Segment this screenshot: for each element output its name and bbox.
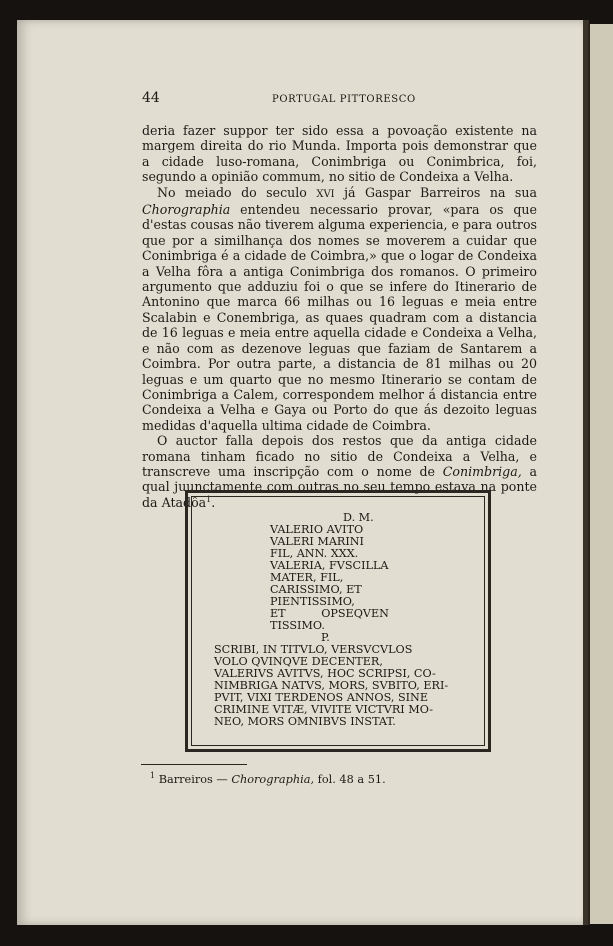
century-numeral: XVI [316, 188, 335, 200]
footnote-reference[interactable]: 1 [206, 494, 212, 504]
paragraph-2-text: já Gaspar Barreiros na sua [334, 184, 537, 200]
place-name: Conimbriga, [442, 463, 522, 479]
next-page-edge [588, 24, 613, 924]
footnote [150, 773, 386, 786]
paragraph-2 [142, 185, 537, 434]
footnote-work: Chorographia, [231, 773, 315, 786]
inscription-line: VALERIA, FVSCILLA [270, 559, 389, 572]
inscription-line: FIL, ANN. XXX. [270, 547, 359, 560]
inscription-line: VOLO QVINQVE DECENTER, [214, 655, 383, 668]
inscription-line: SCRIBI, IN TITVLO, VERSVCVLOS [214, 643, 413, 656]
page-number: 44 [142, 90, 160, 106]
paragraph-3-end: . [211, 494, 216, 510]
inscription-line: P. [321, 631, 330, 644]
footnote-dash: — [212, 773, 232, 786]
inscription-line: NEO, MORS OMNIBVS INSTAT. [214, 715, 396, 728]
footnote-marker: 1 [150, 771, 156, 781]
inscription-line: MATER, FIL, [270, 571, 344, 584]
inscription-line: VALERI MARINI [270, 535, 364, 548]
footnote-location: fol. 48 a 51. [314, 773, 386, 786]
running-title: PORTUGAL PITTORESCO [272, 94, 416, 105]
inscription-line: VALERIVS AVITVS, HOC SCRIPSI, CO- [214, 667, 436, 680]
inscription-line: NIMBRIGA NATVS, MORS, SVBITO, ERI- [214, 679, 449, 692]
inscription-line: VALERIO AVITO [270, 523, 364, 536]
work-title: Chorographia [142, 202, 231, 218]
inscription-line: PIENTISSIMO, [270, 595, 355, 608]
paragraph-2-text: No meiado do seculo [157, 184, 317, 200]
paragraph-3-text: a qual juunctamente com outras no seu tempo estava na ponte da Atadôa [142, 463, 537, 510]
inscription-line: CRIMINE VITÆ, VIVITE VICTVRI MO- [214, 703, 434, 716]
inscription-line: TISSIMO. [270, 619, 325, 632]
page-header [142, 90, 537, 110]
inscription-line: CARISSIMO, ET [270, 583, 362, 596]
inscription-line: D. M. [343, 511, 374, 524]
inscription-line: PVIT, VIXI TERDENOS ANNOS, SINE [214, 691, 429, 704]
footnote-divider [141, 764, 247, 765]
paragraph-2-text: entendeu necessario provar, «para os que d'estas cousas não tiverem alguma experiencia, e para outros que por a similhança dos nomes se moverem a cuidar que Conimbriga é a cidade de Coimbra,» que o logar de Condeixa a Velha fôra a antiga Conimbriga dos romanos. O primeiro argumento que adduziu foi o que se infere do Itinerario de Antonino que marca 66 milhas ou 16 leguas e meia entre Scalabin e Conembriga, as quaes quadram com a distancia de 16 leguas e meia entre aquella cidade e Condeixa a Velha, e não com as dezenove leguas que faziam de Santarem a Coimbra. Por outra parte, a distancia de 81 milhas ou 20 leguas e um quarto que no mesmo Itinerario se contam de Conimbriga a Calem, correspondem melhor á distancia entre Condeixa a Velha e Gaya ou Porto do que ás dezoito leguas medidas d'aquella ultima cidade de Coimbra. [142, 202, 537, 433]
footnote-author: Barreiros [158, 773, 213, 786]
body-text [142, 123, 537, 510]
paragraph-1: deria fazer suppor ter sido essa a povoação existente na margem direita do rio Munda. Importa pois demonstrar que a cidade luso-romana, Conimbriga ou Conimbrica, foi, segundo a opinião commum, no sitio de Condeixa a Velha. [142, 123, 537, 185]
paragraph-3-text: O auctor falla depois dos restos que da antiga cidade romana tinham ficado no sitio de Condeixa a Velha, e transcreve uma inscripção com o nome de [142, 433, 537, 479]
inscription-line: ET OPSEQVEN [270, 607, 389, 620]
